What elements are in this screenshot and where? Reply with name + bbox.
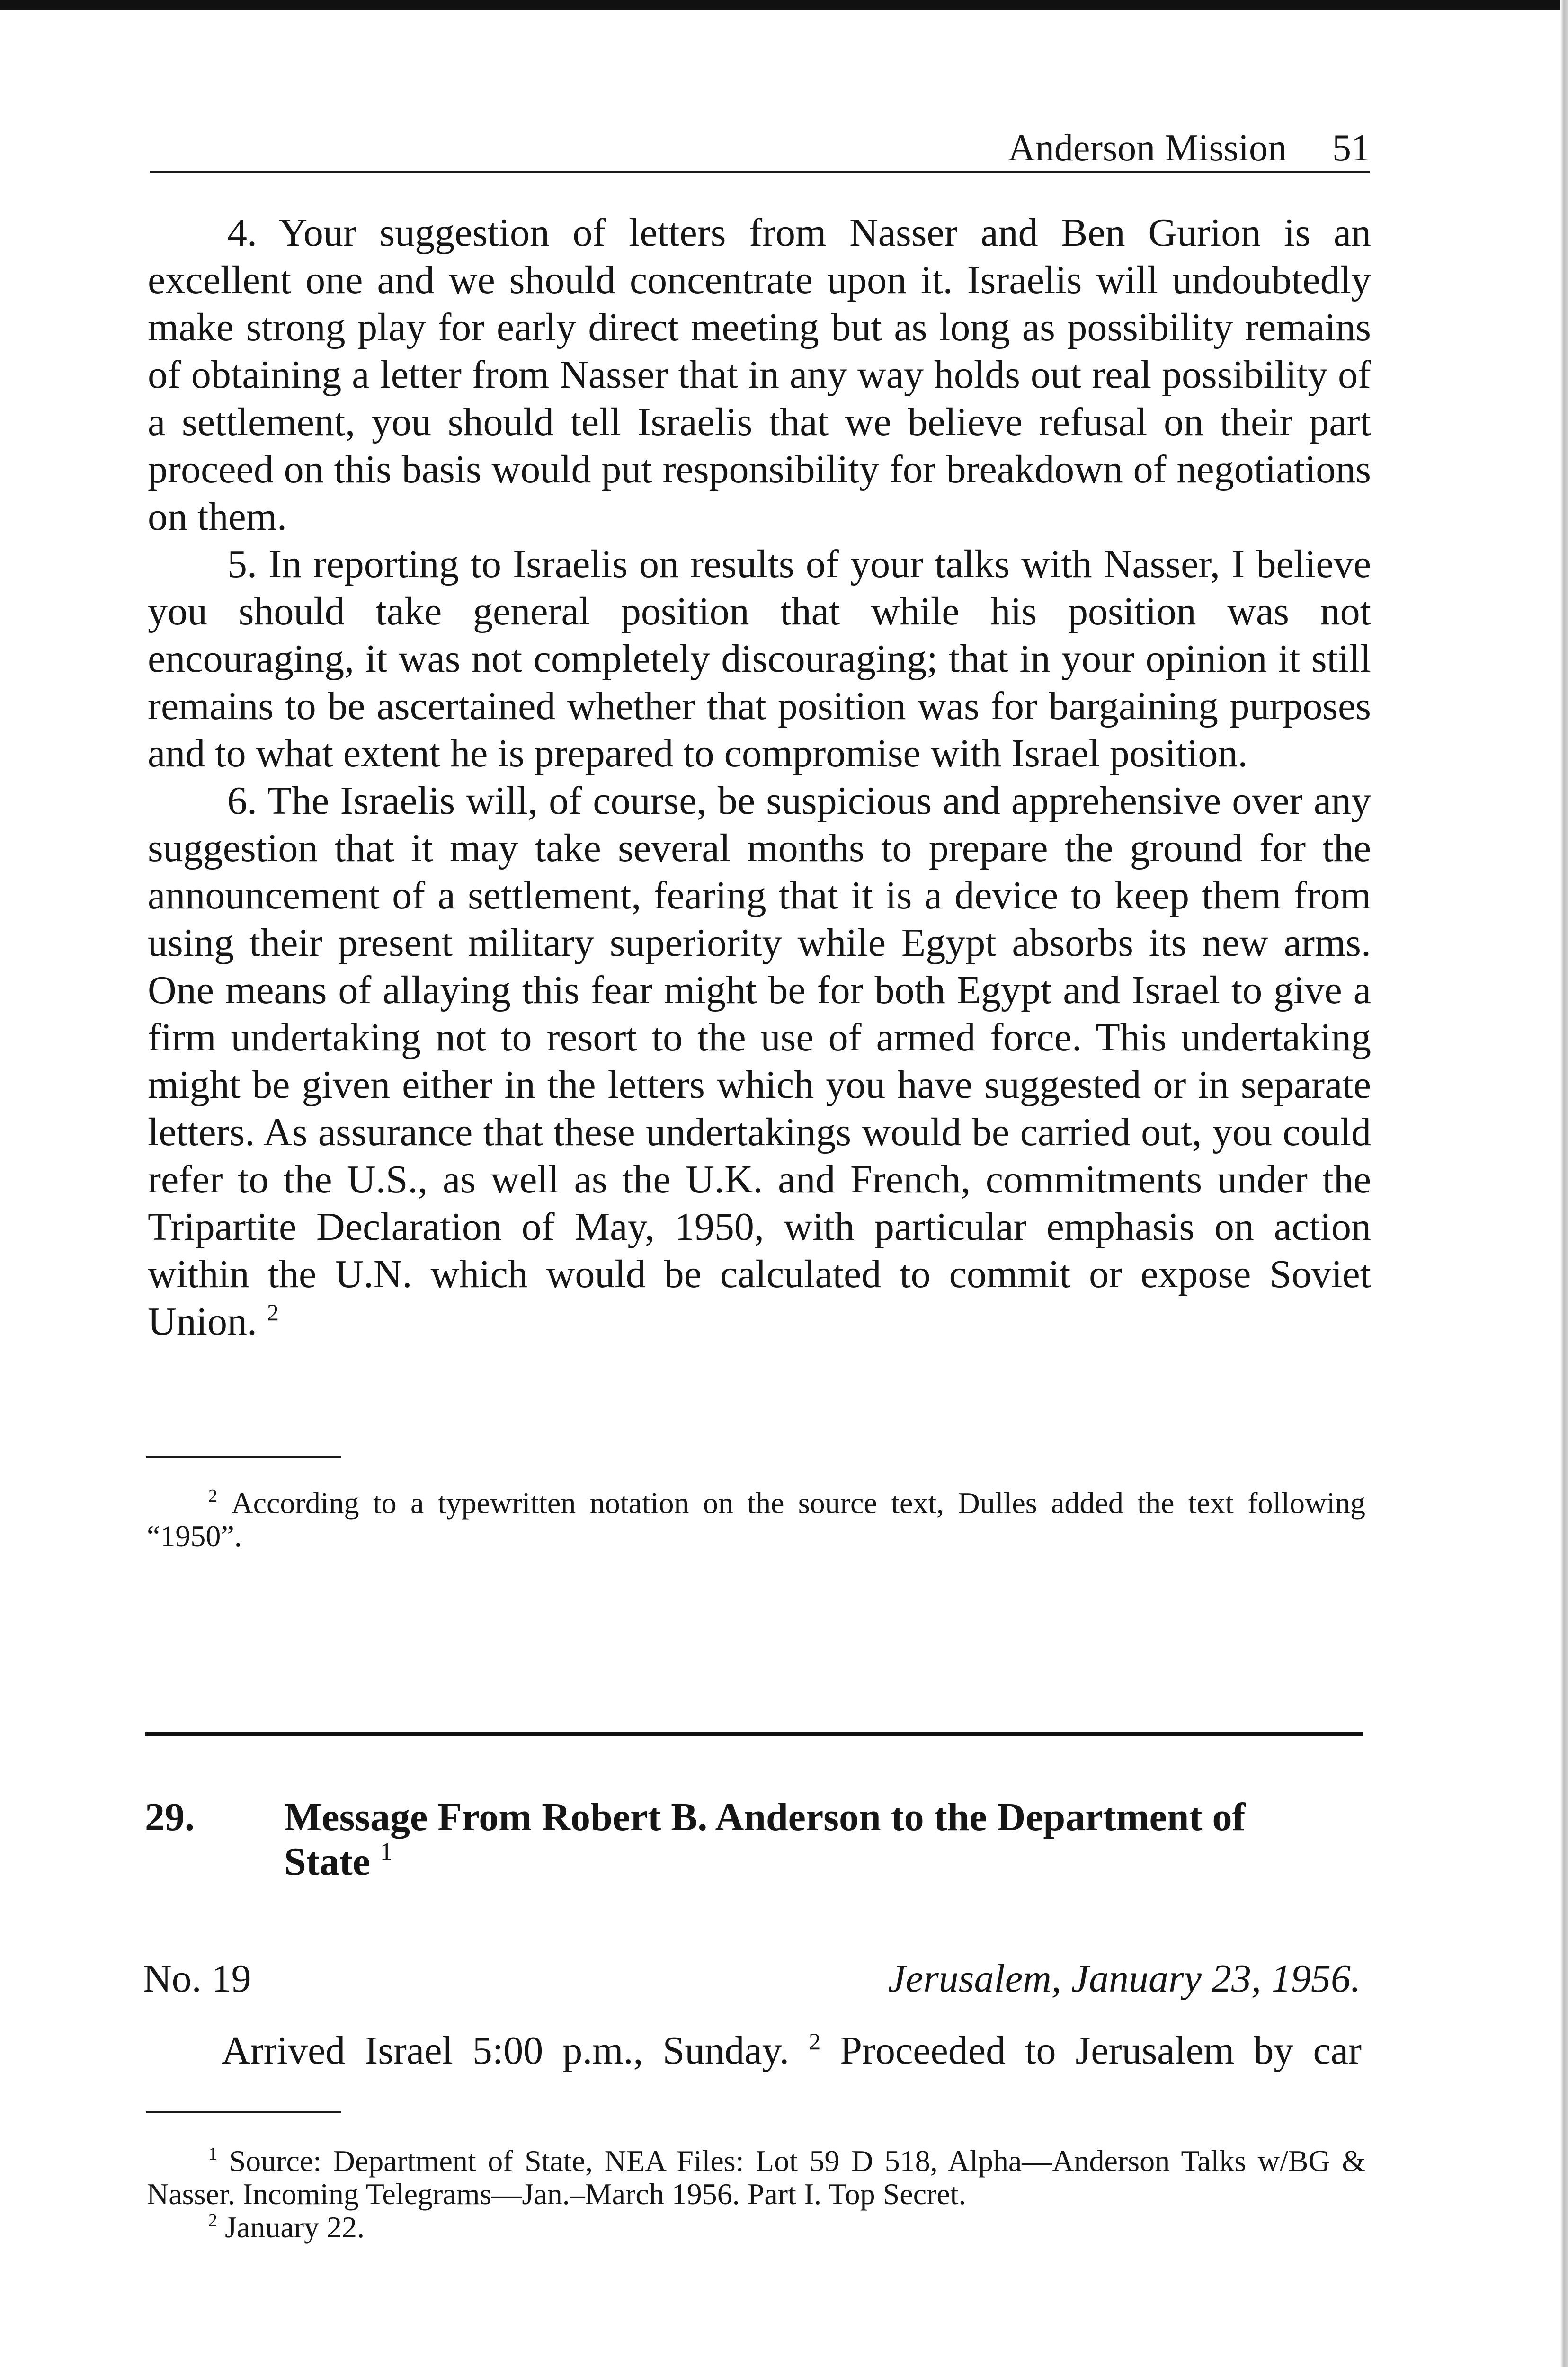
paragraph-6: 6. The Israelis will, of course, be suspicious and apprehensive over any suggestion that it may take several months to prepare the ground for the announcement of a settlement, fearing that it is a device to keep them from using their present military superiority while Egypt absorbs its new arms. One means of allaying this fear might be for both Egypt and Israel to give a firm undertaking not to resort to the use of armed force. This undertaking might be given either in the letters which you have suggested or in separate letters. As assurance that these undertakings would be carried out, you could refer to the U.S., as well as the U.K. and French, commitments under the Tripartite Declaration of May, 1950, with particular emphasis on action within the U.N. which would be calculated to commit or expose Soviet Union. $^2$ (148, 779, 1371, 1344)
new-document-body (142, 2027, 1362, 2074)
running-head (150, 125, 1370, 173)
continued-footnotes (147, 1486, 1365, 1553)
footnote-1-source: $^1$ Source: Department of State, NEA Files: Lot 59 D 518, Alpha—Anderson Talks w/BG & Nasser. Incoming Telegrams—Jan.–March 1956. Part I. Top Secret. (147, 2144, 1366, 2211)
section-divider (145, 1732, 1363, 1736)
footnote-2: $^2$ According to a typewritten notation on the source text, Dulles added the text following “1950”. (147, 1486, 1366, 1553)
running-head-title: Anderson Mission (1008, 127, 1287, 169)
page-right-edge (1560, 0, 1568, 2367)
footnote-2-date: $^2$ January 22. (208, 2210, 365, 2244)
page-top-edge (0, 0, 1568, 10)
document-title: Message From Robert B. Anderson to the Department of State $^1$ (284, 1795, 1246, 1884)
continued-document-body (148, 209, 1371, 1345)
document-number: 29. (145, 1795, 195, 1839)
paragraph-5: 5. In reporting to Israelis on results of your talks with Nasser, I believe you should take general position that while his position was not encouraging, it was not completely discouraging; that in your opinion it still remains to be ascertained whether that position was for bargaining purposes and to what extent he is prepared to compromise with Israel position. (148, 542, 1371, 775)
footnote-rule (146, 1456, 341, 1458)
new-document-first-line: Arrived Israel 5:00 p.m., Sunday. $^2$ Proceeded to Jerusalem by car (222, 2028, 1362, 2073)
footnote-ref-2: 2 (267, 1299, 279, 1326)
footnote-ref-2b: 2 (809, 2028, 821, 2055)
title-footnote-ref: 1 (380, 1838, 392, 1865)
message-meta (143, 1955, 1361, 2002)
message-number: No. 19 (143, 1957, 251, 2001)
new-document-footnotes (147, 2145, 1365, 2244)
page-number: 51 (1332, 127, 1370, 169)
place-date: Jerusalem, January 23, 1956. (888, 1957, 1361, 2001)
paragraph-4: 4. Your suggestion of letters from Nasser and Ben Gurion is an excellent one and we should concentrate upon it. Israelis will undoubtedly make strong play for early direct meeting but as long as possibility remains of obtaining a letter from Nasser that in any way holds out real possibility of a settlement, you should tell Israelis that we believe refusal on their part proceed on this basis would put responsibility for breakdown of negotiations on them. (148, 211, 1371, 539)
footnote-rule-2 (146, 2111, 341, 2113)
